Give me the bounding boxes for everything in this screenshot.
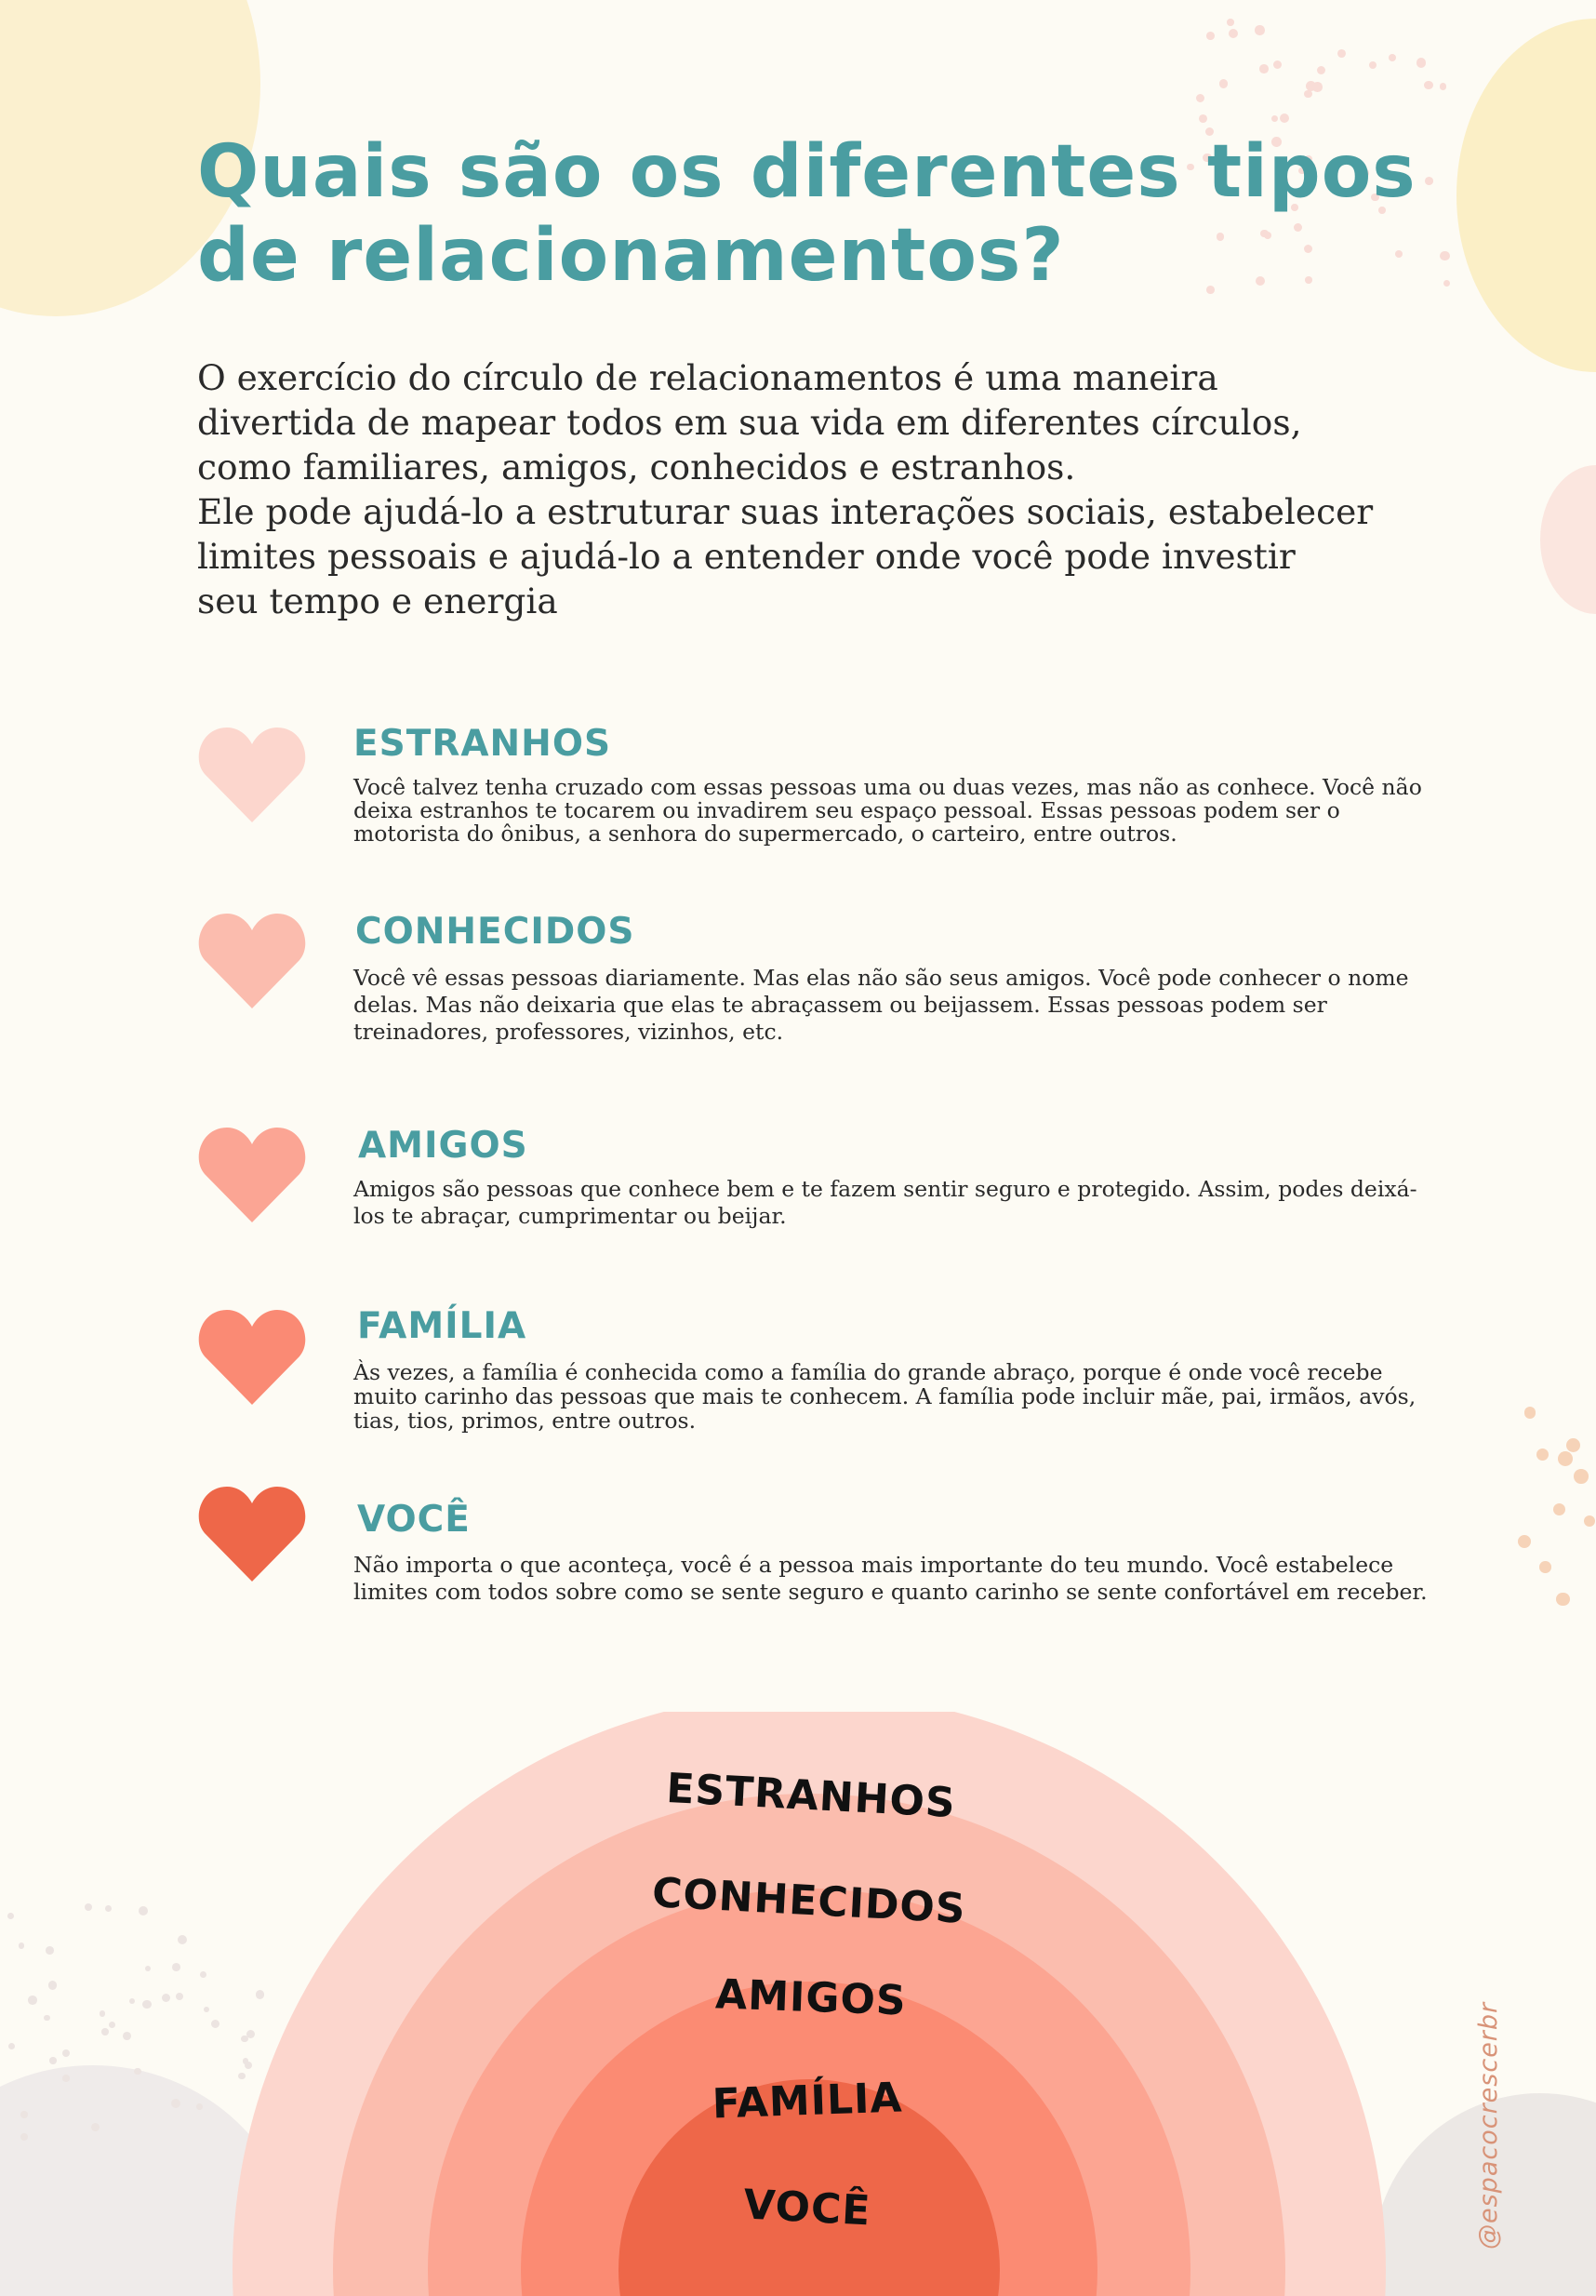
ring-label-familia: FAMÍLIA (711, 2074, 904, 2129)
heart-icon (197, 1485, 307, 1583)
decor-dot (1558, 1451, 1573, 1466)
decor-dot (1416, 58, 1426, 67)
intro-paragraph: O exercício do círculo de relacionamentos é uma maneira divertida de mapear todos em sua vida em diferentes círculos, como familiares, amigos, conhecidos e estranhos. Ele pode ajudá-lo a estruturar suas interações sociais, estabelecer limites pessoais e ajudá-lo a entender onde você pode investir seu tempo e energia (197, 357, 1374, 621)
decor-dot (1553, 1503, 1565, 1515)
social-handle: @espacocrescerbr (1474, 2001, 1503, 2249)
ring-label-amigos: AMIGOS (714, 1970, 908, 2025)
item-title-estranhos: ESTRANHOS (353, 723, 612, 765)
item-title-conhecidos: CONHECIDOS (355, 911, 635, 953)
decor-dot (1229, 29, 1238, 38)
decor-dot (1280, 113, 1289, 123)
decor-dot (1273, 60, 1282, 69)
heart-icon (197, 1126, 307, 1224)
item-title-amigos: AMIGOS (358, 1125, 528, 1167)
ring-label-estranhos: ESTRANHOS (665, 1764, 957, 1828)
decor-dot (1337, 49, 1346, 58)
page-title: Quais são os diferentes tipos de relacionamentos? (197, 130, 1416, 298)
decor-dot (1424, 81, 1433, 90)
decor-dot (1199, 114, 1207, 123)
decor-dot (1574, 1469, 1589, 1484)
item-text-familia: Às vezes, a família é conhecida como a família do grande abraço, porque é onde você recebe muito carinho das pessoas que mais te conhecem. A família pode incluir mãe, pai, irmãos, avós, tias, tios, primos, entre outros. (353, 1359, 1416, 1434)
decor-dot (1566, 1438, 1580, 1452)
ring-label-conhecidos: CONHECIDOS (650, 1869, 967, 1933)
decor-dot (1219, 79, 1229, 88)
heart-icon (197, 726, 307, 824)
decor-dot (1317, 66, 1325, 74)
decor-dot (1259, 64, 1269, 73)
ring-label-voce: VOCÊ (742, 2181, 872, 2236)
decor-dot (1524, 1407, 1536, 1418)
decor-dot (1518, 1535, 1531, 1548)
decor-dot (1304, 90, 1312, 99)
decor-dot (1584, 1515, 1596, 1528)
decor-dot (1440, 83, 1446, 89)
decor-dot (1536, 1448, 1549, 1461)
item-text-amigos: Amigos são pessoas que conhece bem e te fazem sentir seguro e protegido. Assim, podes deixá-los te abraçar, cumprimentar ou beijar. (353, 1176, 1417, 1229)
decor-dot (1556, 1593, 1570, 1607)
item-title-familia: FAMÍLIA (357, 1305, 527, 1347)
decor-dot (1196, 94, 1204, 102)
decor-dot (1227, 19, 1234, 26)
decor-dot (1271, 115, 1278, 122)
decor-dot (1312, 82, 1323, 92)
item-text-voce: Não importa o que aconteça, você é a pessoa mais importante do teu mundo. Você estabelece limites com todos sobre como se sente seguro e quanto carinho se sente confortável em receber. (353, 1552, 1428, 1605)
heart-icon (197, 1308, 307, 1407)
decor-blob-right (1540, 465, 1596, 614)
item-title-voce: VOCÊ (357, 1499, 471, 1541)
decor-dot (1539, 1561, 1550, 1572)
decor-dot (1389, 54, 1396, 61)
decor-dot (1369, 61, 1377, 69)
relationship-circles (0, 1712, 1596, 2296)
item-text-conhecidos: Você vê essas pessoas diariamente. Mas elas não são seus amigos. Você pode conhecer o nome delas. Mas não deixaria que elas te abraçassem ou beijassem. Essas pessoas podem ser treinadores, professores, vizinhos, etc. (353, 965, 1409, 1045)
decor-dot (1255, 25, 1265, 35)
decor-dot (1206, 32, 1215, 40)
heart-icon (197, 912, 307, 1010)
item-text-estranhos: Você talvez tenha cruzado com essas pessoas uma ou duas vezes, mas não as conhece. Você não deixa estranhos te tocarem ou invadirem seu espaço pessoal. Essas pessoas podem ser o motorista do ônibus, a senhora do supermercado, o carteiro, entre outros. (353, 774, 1422, 847)
